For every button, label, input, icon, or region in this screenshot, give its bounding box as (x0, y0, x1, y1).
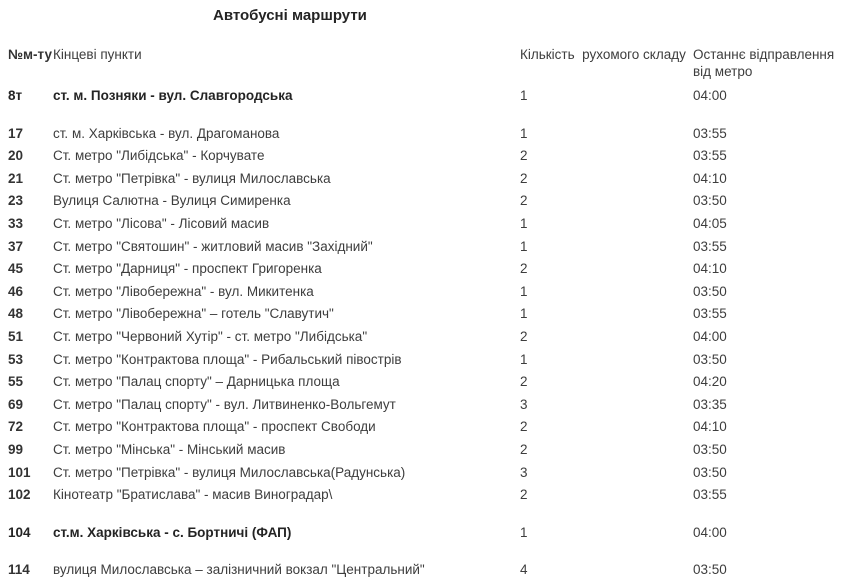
page-title: Автобусні маршрути (213, 7, 367, 24)
vehicle-count: 1 (520, 88, 528, 103)
last-departure-time: 03:50 (693, 464, 727, 480)
last-departure-time: 04:00 (693, 328, 727, 344)
table-row (0, 487, 843, 510)
vehicle-count: 2 (520, 193, 528, 209)
last-departure-time: 03:55 (693, 487, 727, 503)
route-number: 20 (8, 148, 24, 164)
table-row (0, 216, 843, 239)
vehicle-count: 2 (520, 374, 528, 390)
last-departure-time: 03:50 (693, 351, 727, 367)
route-endpoints: Ст. метро "Либідська" - Корчувате (53, 148, 265, 164)
column-header-last-departure: Останнє відправлення від метро (693, 47, 838, 79)
table-row (0, 352, 843, 375)
vehicle-count: 3 (520, 464, 528, 480)
last-departure-time: 04:00 (693, 88, 727, 103)
vehicle-count: 1 (520, 283, 528, 299)
route-endpoints: Ст. метро "Лівобережна" – готель "Славутич" (53, 306, 334, 322)
vehicle-count: 1 (520, 524, 528, 540)
vehicle-count: 4 (520, 562, 528, 578)
vehicle-count: 1 (520, 238, 528, 254)
last-departure-time: 03:50 (693, 441, 727, 457)
route-endpoints: ст.м. Харківська - с. Бортничі (ФАП) (53, 524, 292, 540)
route-number: 72 (8, 419, 24, 435)
table-row (0, 88, 843, 111)
last-departure-time: 04:10 (693, 419, 727, 435)
route-endpoints: ст. м. Харківська - вул. Драгоманова (53, 125, 280, 141)
last-departure-time: 03:50 (693, 193, 727, 209)
table-row (0, 284, 843, 307)
route-number: 46 (8, 283, 24, 299)
vehicle-count: 1 (520, 125, 528, 141)
route-endpoints: ст. м. Позняки - вул. Славгородська (53, 88, 293, 103)
table-row (0, 442, 843, 465)
table-row (0, 148, 843, 171)
table-body (0, 88, 843, 585)
table-row (0, 306, 843, 329)
vehicle-count: 1 (520, 215, 528, 231)
route-endpoints: Ст. метро "Лісова" - Лісовий масив (53, 215, 270, 231)
route-number: 21 (8, 170, 24, 186)
route-endpoints: Ст. метро "Дарниця" - проспект Григоренка (53, 261, 322, 277)
last-departure-time: 03:55 (693, 306, 727, 322)
route-number: 23 (8, 193, 24, 209)
table-row (0, 397, 843, 420)
table-row (0, 261, 843, 284)
vehicle-count: 2 (520, 487, 528, 503)
route-number: 51 (8, 328, 24, 344)
table-row (0, 193, 843, 216)
table-header (0, 47, 843, 80)
route-number: 55 (8, 374, 24, 390)
route-endpoints: Ст. метро "Петрівка" - вулиця Милославська (53, 170, 331, 186)
last-departure-time: 03:35 (693, 396, 727, 412)
route-number: 99 (8, 441, 24, 457)
route-number: 37 (8, 238, 24, 254)
vehicle-count: 1 (520, 306, 528, 322)
last-departure-time: 03:50 (693, 283, 727, 299)
table-row (0, 562, 843, 585)
route-number: 8т (8, 88, 23, 103)
route-endpoints: Кінотеатр "Братислава" - масив Виноградар\ (53, 487, 333, 503)
route-number: 33 (8, 215, 24, 231)
last-departure-time: 03:50 (693, 562, 727, 578)
route-number: 104 (8, 524, 31, 540)
route-endpoints: Ст. метро "Петрівка" - вулиця Милославська(Радунська) (53, 464, 406, 480)
vehicle-count: 2 (520, 328, 528, 344)
column-header-endpoints: Кінцеві пункти (53, 47, 142, 62)
route-number: 17 (8, 125, 24, 141)
route-number: 102 (8, 487, 31, 503)
last-departure-time: 03:55 (693, 125, 727, 141)
table-row (0, 374, 843, 397)
route-endpoints: Ст. метро "Мінська" - Мінський масив (53, 441, 286, 457)
vehicle-count: 2 (520, 170, 528, 186)
table-row (0, 465, 843, 488)
route-number: 101 (8, 464, 31, 480)
route-number: 53 (8, 351, 24, 367)
route-number: 48 (8, 306, 24, 322)
route-number: 45 (8, 261, 24, 277)
route-endpoints: вулиця Милославська – залізничний вокзал "Центральний" (53, 562, 425, 578)
last-departure-time: 04:05 (693, 215, 727, 231)
column-header-route-number: №м-ту (8, 47, 52, 62)
vehicle-count: 2 (520, 441, 528, 457)
table-row (0, 419, 843, 442)
route-number: 69 (8, 396, 24, 412)
last-departure-time: 04:00 (693, 524, 727, 540)
vehicle-count: 2 (520, 148, 528, 164)
last-departure-time: 03:55 (693, 238, 727, 254)
route-endpoints: Ст. метро "Червоний Хутір" - ст. метро "Либідська" (53, 328, 368, 344)
table-row (0, 171, 843, 194)
vehicle-count: 2 (520, 261, 528, 277)
route-endpoints: Ст. метро "Палац спорту" - вул. Литвиненко-Вольгемут (53, 396, 396, 412)
route-number: 114 (8, 562, 30, 578)
vehicle-count: 2 (520, 419, 528, 435)
column-header-vehicle-count: Кількість рухомого складу (520, 47, 686, 62)
last-departure-time: 04:10 (693, 261, 727, 277)
table-row (0, 239, 843, 262)
route-endpoints: Вулиця Салютна - Вулиця Симиренка (53, 193, 291, 209)
route-endpoints: Ст. метро "Святошин" - житловий масив "Західний" (53, 238, 373, 254)
route-endpoints: Ст. метро "Палац спорту" – Дарницька площа (53, 374, 340, 390)
route-endpoints: Ст. метро "Контрактова площа" - Рибальський півострів (53, 351, 402, 367)
vehicle-count: 3 (520, 396, 528, 412)
last-departure-time: 03:55 (693, 148, 727, 164)
last-departure-time: 04:10 (693, 170, 727, 186)
route-endpoints: Ст. метро "Лівобережна" - вул. Микитенка (53, 283, 314, 299)
last-departure-time: 04:20 (693, 374, 727, 390)
table-row (0, 126, 843, 149)
table-row (0, 329, 843, 352)
route-endpoints: Ст. метро "Контрактова площа" - проспект Свободи (53, 419, 376, 435)
vehicle-count: 1 (520, 351, 528, 367)
table-row (0, 525, 843, 548)
